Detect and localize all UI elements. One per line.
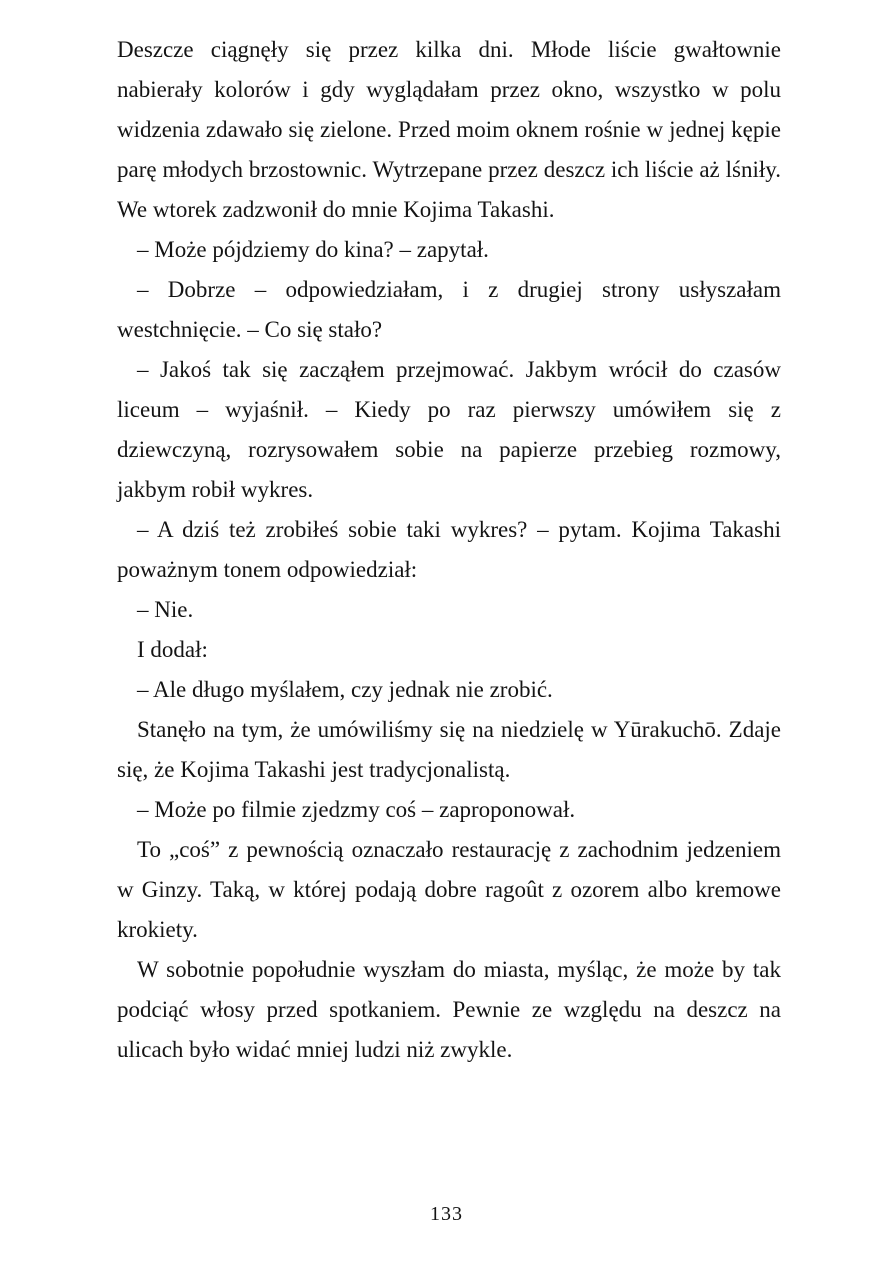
body-text (117, 30, 781, 1070)
paragraph-12: W sobotnie popołudnie wyszłam do miasta, myśląc, że może by tak podciąć włosy przed spotkaniem. Pewnie ze względu na deszcz na ulicach było widać mniej ludzi niż zwykle. (117, 957, 781, 1062)
paragraph-8: – Ale długo myślałem, czy jednak nie zrobić. (137, 677, 553, 702)
paragraph-5: – A dziś też zrobiłeś sobie taki wykres? – pytam. Kojima Takashi poważnym tonem odpowiedział: (117, 517, 781, 582)
paragraph-2: – Może pójdziemy do kina? – zapytał. (137, 237, 489, 262)
paragraph-11: To „coś” z pewnością oznaczało restaurację z zachodnim jedzeniem w Ginzy. Taką, w której podają dobre ragoût z ozorem albo kremowe krokiety. (117, 837, 781, 942)
paragraph-10: – Może po filmie zjedzmy coś – zaproponował. (137, 797, 576, 822)
paragraph-9: Stanęło na tym, że umówiliśmy się na niedzielę w Yūrakuchō. Zdaje się, że Kojima Takashi jest tradycjonalistą. (117, 717, 781, 782)
paragraph-7: I dodał: (137, 637, 208, 662)
page-number: 133 (430, 1203, 463, 1225)
paragraph-6: – Nie. (137, 597, 194, 622)
paragraph-4: – Jakoś tak się zacząłem przejmować. Jakbym wrócił do czasów liceum – wyjaśnił. – Kiedy po raz pierwszy umówiłem się z dziewczyną, rozrysowałem sobie na papierze przebieg rozmowy, jakbym robił wykres. (117, 357, 781, 502)
paragraph-3: – Dobrze – odpowiedziałam, i z drugiej strony usłyszałam westchnięcie. – Co się stało? (117, 277, 781, 342)
paragraph-1: Deszcze ciągnęły się przez kilka dni. Młode liście gwałtownie nabierały kolorów i gdy wyglądałam przez okno, wszystko w polu widzenia zdawało się zielone. Przed moim oknem rośnie w jednej kępie parę młodych brzostownic. Wytrzepane przez deszcz ich liście aż lśniły. We wtorek zadzwonił do mnie Kojima Takashi. (117, 37, 781, 222)
